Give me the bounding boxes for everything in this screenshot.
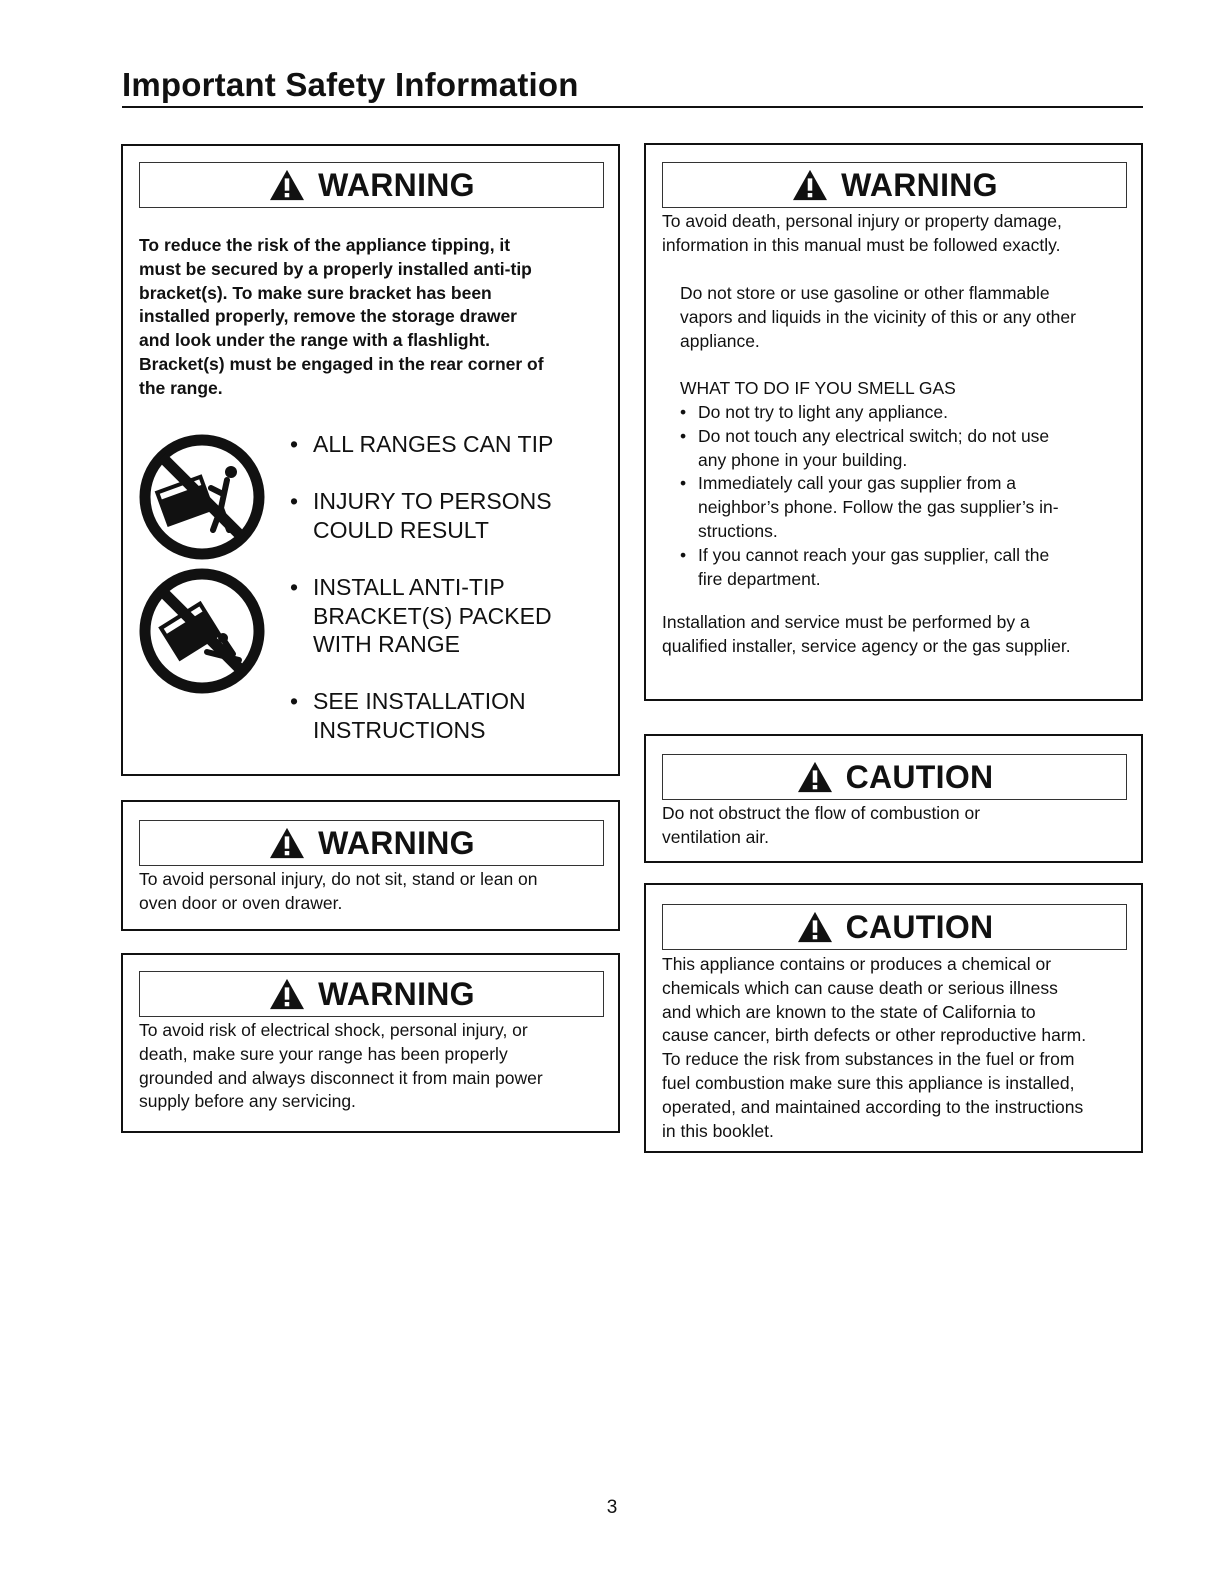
alert-triangle-icon	[268, 826, 306, 860]
alert-triangle-icon	[791, 168, 829, 202]
list-item: • Do not try to light any appliance.	[680, 402, 949, 422]
warning-gas-box	[644, 143, 1143, 701]
caution-body: This appliance contains or produces a chemical or chemicals which can cause death or serious illness and which are known to the state of California to cause cancer, birth defects or other reproductive harm. To reduce the risk from substances in the fuel or from fuel combustion make sure this appliance is installed, operated, and maintained according to the instructions in this booklet.	[662, 954, 1087, 1141]
warning-oven-door-box	[121, 800, 620, 931]
list-item: • Immediately call your gas supplier from a neighbor’s phone. Follow the gas supplier’s in- structions.	[680, 473, 1059, 541]
signal-word: CAUTION	[845, 908, 994, 945]
range-tipping-prohibition-icon	[137, 432, 267, 562]
caution-banner	[662, 754, 1127, 800]
caution-banner	[662, 904, 1127, 950]
signal-word: WARNING	[841, 166, 998, 203]
warning-body: To avoid risk of electrical shock, personal injury, or death, make sure your range has been properly grounded and always disconnect it from main power supply before any servicing.	[139, 1020, 543, 1112]
smell-gas-heading: WHAT TO DO IF YOU SMELL GAS	[680, 378, 956, 398]
list-item: • If you cannot reach your gas supplier, call the fire department.	[680, 544, 1050, 589]
title-underline	[122, 106, 1143, 108]
signal-word: WARNING	[318, 166, 475, 203]
caution-ventilation-box	[644, 734, 1143, 863]
range-tipped-prohibition-icon	[137, 566, 267, 696]
smell-gas-list	[680, 401, 1135, 591]
flammable-notice: Do not store or use gasoline or other flammable vapors and liquids in the vicinity of this or any other appliance.	[680, 283, 1076, 351]
list-item: • ALL RANGES CAN TIP	[290, 431, 554, 457]
warning-body: To reduce the risk of the appliance tipping, it must be secured by a properly installed anti-tip bracket(s). To make sure bracket has been installed properly, remove the storage drawer and look under the range with a flashlight. Bracket(s) must be engaged in the rear corner of the range.	[139, 235, 544, 398]
page-title: Important Safety Information	[122, 66, 579, 103]
warning-anti-tip-box	[121, 144, 620, 776]
caution-chemical-box	[644, 883, 1143, 1153]
warning-electrical-box	[121, 953, 620, 1133]
caution-body: Do not obstruct the flow of combustion or ventilation air.	[662, 803, 981, 847]
alert-triangle-icon	[796, 910, 834, 944]
alert-triangle-icon	[268, 168, 306, 202]
alert-triangle-icon	[268, 977, 306, 1011]
list-item: • Do not touch any electrical switch; do not use any phone in your building.	[680, 425, 1050, 470]
warning-banner	[139, 820, 604, 866]
warning-banner	[662, 162, 1127, 208]
list-item: • INJURY TO PERSONS COULD RESULT	[290, 488, 552, 543]
signal-word: WARNING	[318, 824, 475, 861]
warning-body: To avoid personal injury, do not sit, stand or lean on oven door or oven drawer.	[139, 869, 538, 913]
warning-banner	[139, 162, 604, 208]
installation-notice: Installation and service must be performed by a qualified installer, service agency or the gas supplier.	[662, 612, 1071, 656]
signal-word: CAUTION	[845, 758, 994, 795]
list-item: • SEE INSTALLATION INSTRUCTIONS	[290, 688, 526, 743]
signal-word: WARNING	[318, 975, 475, 1012]
warning-banner	[139, 971, 604, 1017]
alert-triangle-icon	[796, 760, 834, 794]
warning-intro: To avoid death, personal injury or property damage, information in this manual must be followed exactly.	[662, 211, 1062, 255]
page-number: 3	[606, 1497, 618, 1518]
list-item: • INSTALL ANTI-TIP BRACKET(S) PACKED WITH RANGE	[290, 574, 552, 657]
